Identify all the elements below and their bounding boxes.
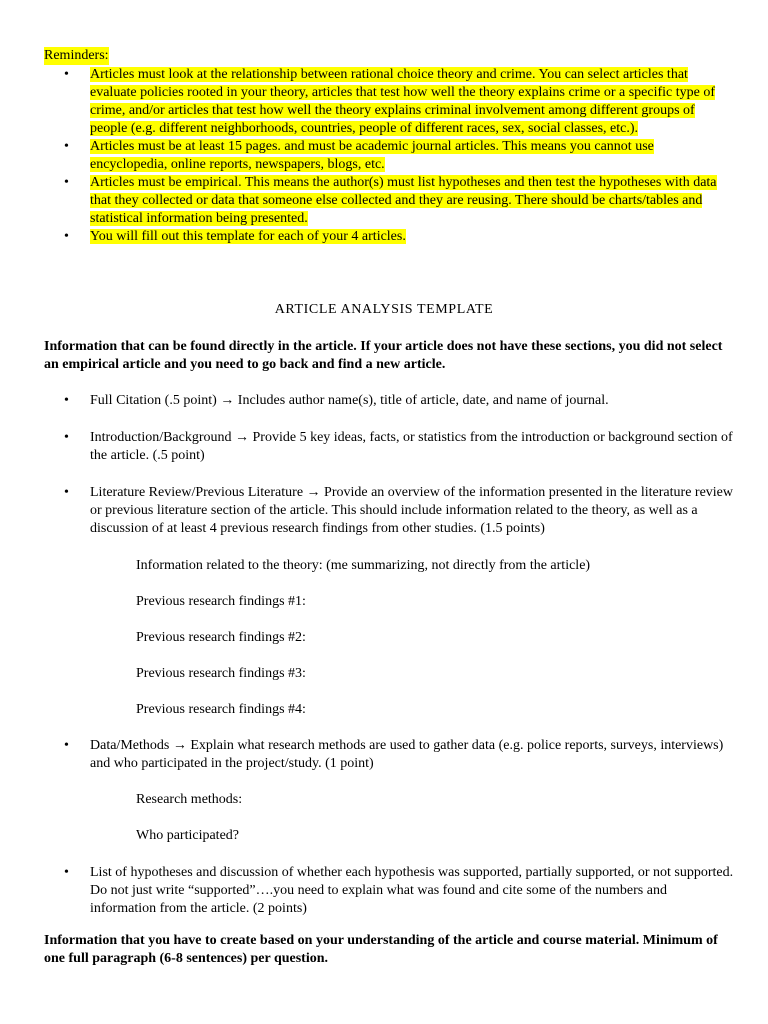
page-title: ARTICLE ANALYSIS TEMPLATE xyxy=(274,302,494,317)
lit-sub-finding-1: Previous research findings #1: xyxy=(136,594,306,609)
lit-sub-theory: Information related to the theory: (me summarizing, not directly from the article) xyxy=(136,558,591,573)
section-text: Data/Methods → Explain what research methods are used to gather data (e.g. police reports, surveys, interviews) and who participated in the project/study. (1 point) xyxy=(90,738,724,771)
list-item xyxy=(44,174,734,228)
section-text: Introduction/Background → Provide 5 key ideas, facts, or statistics from the introduction or background section of the article. (.5 point) xyxy=(90,430,733,463)
reminders-list xyxy=(44,66,734,246)
data-sub-methods: Research methods: xyxy=(136,792,243,807)
list-item xyxy=(44,66,734,138)
section-text: Full Citation (.5 point) → Includes author name(s), title of article, date, and name of journal. xyxy=(90,393,609,408)
lit-sub-finding-3: Previous research findings #3: xyxy=(136,666,306,681)
section-introduction xyxy=(44,429,734,465)
bullet-icon: • xyxy=(64,393,69,408)
list-item xyxy=(44,138,734,174)
reminder-text: Articles must be at least 15 pages. and must be academic journal articles. This means you cannot use encyclopedia, online reports, newspapers, blogs, etc. xyxy=(90,139,654,172)
section-text: List of hypotheses and discussion of whether each hypothesis was supported, partially supported, or not supported. Do not just write “supported”….you need to explain what was found and cite some of the numbers and information from the article. (2 points) xyxy=(90,865,734,916)
bullet-icon: • xyxy=(64,865,69,880)
reminder-text: Articles must look at the relationship between rational choice theory and crime. You can select articles that evaluate policies rooted in your theory, articles that test how well the theory explains crime or a specific type of crime, and/or articles that test how well the theory explains criminal involvement among different groups of people (e.g. different neighborhoods, countries, people of different races, sex, social classes, etc.). xyxy=(90,67,715,136)
reminders-block xyxy=(44,47,734,246)
intro-paragraph: Information that can be found directly in the article. If your article does not have these sections, you did not select an empirical article and you need to go back and find a new article. xyxy=(44,339,723,372)
reminders-title: Reminders: xyxy=(44,48,109,63)
list-item xyxy=(44,228,734,246)
section-citation xyxy=(44,392,734,410)
bullet-icon: • xyxy=(64,175,69,190)
bullet-icon: • xyxy=(64,738,69,753)
section-hypotheses xyxy=(44,864,734,918)
template-sections xyxy=(44,392,734,918)
reminder-text: You will fill out this template for each of your 4 articles. xyxy=(90,229,406,244)
outro-paragraph: Information that you have to create based on your understanding of the article and course material. Minimum of one full paragraph (6-8 sentences) per question. xyxy=(44,933,718,966)
reminder-text: Articles must be empirical. This means the author(s) must list hypotheses and then test the hypotheses with data that they collected or data that someone else collected and they are reusing. There should be charts/tables and statistical information being presented. xyxy=(90,175,717,226)
bullet-icon: • xyxy=(64,485,69,500)
data-sub-participants: Who participated? xyxy=(136,828,240,843)
bullet-icon: • xyxy=(64,229,69,244)
section-text: Literature Review/Previous Literature → Provide an overview of the information presented in the literature review or previous literature section of the article. This should include information related to the theory, as well as a discussion of at least 4 previous research findings from other studies. (1.5 points) xyxy=(90,485,733,536)
bullet-icon: • xyxy=(64,67,69,82)
lit-sub-finding-2: Previous research findings #2: xyxy=(136,630,306,645)
lit-sub-finding-4: Previous research findings #4: xyxy=(136,702,306,717)
bullet-icon: • xyxy=(64,430,69,445)
section-literature-review xyxy=(44,484,734,538)
section-data-methods xyxy=(44,737,734,773)
bullet-icon: • xyxy=(64,139,69,154)
